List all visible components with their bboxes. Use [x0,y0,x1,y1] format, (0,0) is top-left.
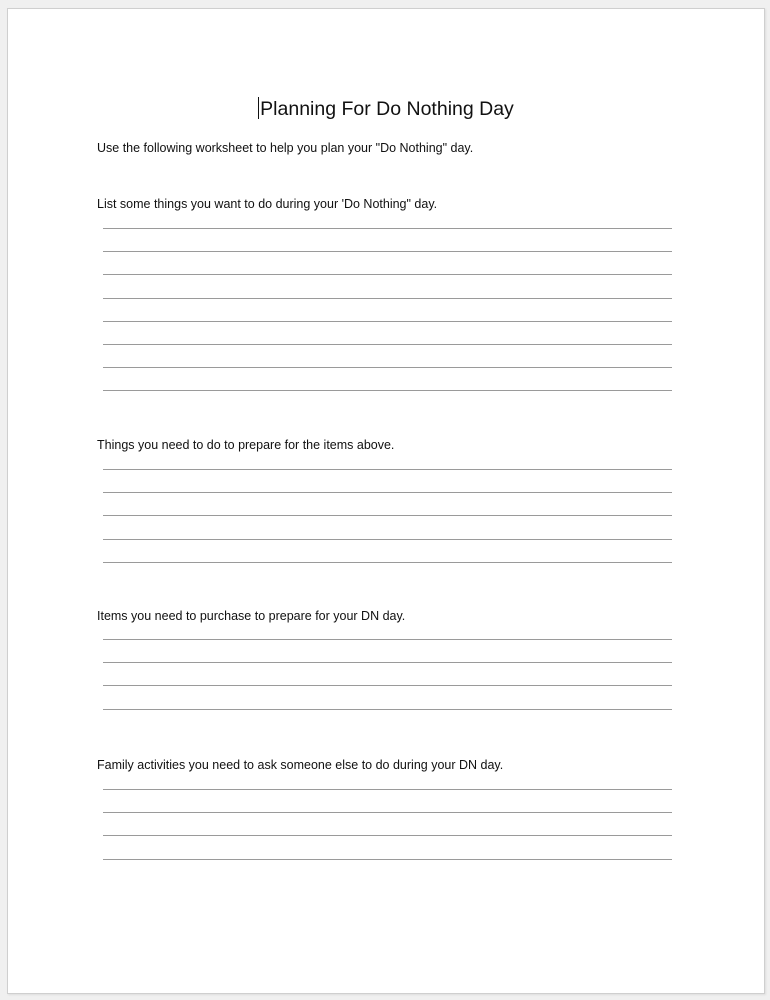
writing-line[interactable] [103,859,672,860]
writing-line[interactable] [103,562,672,563]
writing-line[interactable] [103,469,672,470]
writing-line[interactable] [103,321,672,322]
document-title-block[interactable] [8,97,764,121]
section-3-prompt: Items you need to purchase to prepare for your DN day. [97,609,406,623]
writing-line[interactable] [103,228,672,229]
writing-line[interactable] [103,812,672,813]
section-2-prompt: Things you need to do to prepare for the items above. [97,438,395,452]
writing-line[interactable] [103,662,672,663]
section-4-prompt: Family activities you need to ask someone else to do during your DN day. [97,758,504,772]
writing-line[interactable] [103,251,672,252]
section-1-prompt: List some things you want to do during your 'Do Nothing" day. [97,197,438,211]
writing-line[interactable] [103,639,672,640]
writing-line[interactable] [103,685,672,686]
writing-line[interactable] [103,709,672,710]
writing-line[interactable] [103,344,672,345]
intro-text: Use the following worksheet to help you plan your "Do Nothing" day. [97,141,474,155]
writing-line[interactable] [103,539,672,540]
writing-line[interactable] [103,298,672,299]
writing-line[interactable] [103,492,672,493]
writing-line[interactable] [103,789,672,790]
document-title: Planning For Do Nothing Day [260,98,514,120]
writing-line[interactable] [103,835,672,836]
document-page[interactable] [7,8,765,994]
writing-line[interactable] [103,274,672,275]
writing-line[interactable] [103,390,672,391]
writing-line[interactable] [103,367,672,368]
writing-line[interactable] [103,515,672,516]
